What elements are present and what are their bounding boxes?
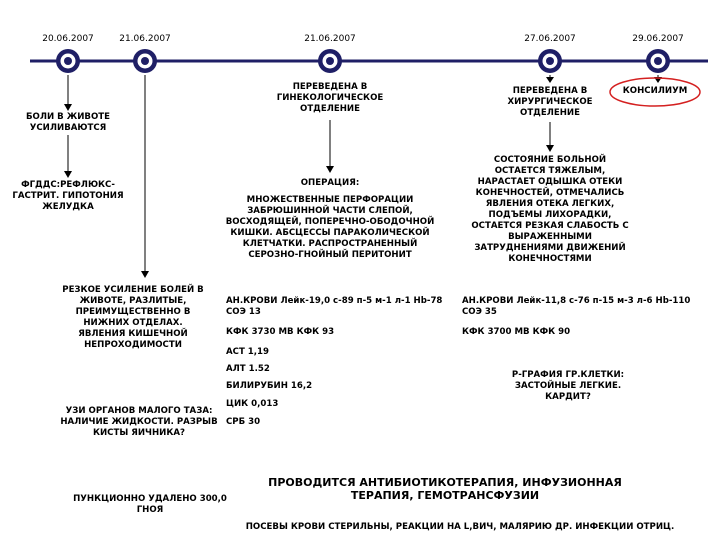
date-label-2: 21.06.2007 — [119, 34, 171, 44]
date-label-4: 27.06.2007 — [524, 34, 576, 44]
labs1-alt: АЛТ 1.52 — [226, 364, 270, 374]
operation-title: ОПЕРАЦИЯ: — [300, 178, 360, 188]
timeline-node-3 — [318, 49, 342, 73]
timeline-node-5 — [646, 49, 670, 73]
labs1-cik: ЦИК 0,013 — [226, 399, 279, 409]
footer-note: ПОСЕВЫ КРОВИ СТЕРИЛЬНЫ, РЕАКЦИИ НА L,ВИЧ, МАЛЯРИЮ ДР. ИНФЕКЦИИ ОТРИЦ. — [245, 522, 675, 532]
date-label-1: 20.06.2007 — [42, 34, 94, 44]
event-xray: Р-ГРАФИЯ ГР.КЛЕТКИ: ЗАСТОЙНЫЕ ЛЕГКИЕ. КАРДИТ? — [511, 370, 625, 402]
event-transfer-surg: ПЕРЕВЕДЕНА В ХИРУРГИЧЕСКОЕ ОТДЕЛЕНИЕ — [507, 86, 593, 118]
labs1-crb: СРБ 30 — [226, 417, 261, 427]
labs1-bilirubin: БИЛИРУБИН 16,2 — [226, 381, 313, 391]
labs2-blood: АН.КРОВИ Лейк-11,8 с-76 п-15 м-3 л-6 Hb-110 СОЭ 35 — [462, 296, 691, 317]
arrowhead-2 — [141, 271, 149, 278]
arrowhead-4b — [546, 145, 554, 152]
arrowhead-1b — [64, 171, 72, 178]
arrowhead-4a — [546, 77, 554, 83]
event-consilium: КОНСИЛИУМ — [622, 86, 688, 96]
labs2-kfk: КФК 3700 МВ КФК 90 — [462, 327, 571, 337]
labs1-blood: АН.КРОВИ Лейк-19,0 с-89 п-5 м-1 л-1 Hb-78 СОЭ 13 — [226, 296, 443, 317]
operation-description: МНОЖЕСТВЕННЫЕ ПЕРФОРАЦИИ ЗАБРЮШИННОЙ ЧАСТИ СЛЕПОЙ, ВОСХОДЯЩЕЙ, ПОПЕРЕЧНО-ОБОДОЧНОЙ КИШКИ. АБСЦЕССЫ ПАРАКОЛИЧЕСКОЙ КЛЕТЧАТКИ. РАСПРОСТРАНЕННЫЙ СЕРОЗНО-ГНОЙНЫЙ ПЕРИТОНИТ — [225, 195, 435, 260]
timeline-node-1 — [56, 49, 80, 73]
therapy-note: ПРОВОДИТСЯ АНТИБИОТИКОТЕРАПИЯ, ИНФУЗИОННАЯ ТЕРАПИЯ, ГЕМОТРАНСФУЗИИ — [268, 476, 622, 502]
event-pain-abdomen: БОЛИ В ЖИВОТЕ УСИЛИВАЮТСЯ — [25, 112, 111, 133]
timeline-node-2 — [133, 49, 157, 73]
event-condition: СОСТОЯНИЕ БОЛЬНОЙ ОСТАЕТСЯ ТЯЖЕЛЫМ, НАРАСТАЕТ ОДЫШКА ОТЕКИ КОНЕЧНОСТЕЙ, ОТМЕЧАЛИСЬ ЯВЛЕНИЯ ОТЕКА ЛЕГКИХ, ПОДЪЕМЫ ЛИХОРАДКИ, ОСТАЕТСЯ РЕЗКАЯ СЛАБОСТЬ С ВЫРАЖЕННЫМИ ЗАТРУДНЕНИЯМИ ДВИЖЕНИЙ КОНЕЧНОСТЯМИ — [471, 155, 629, 264]
labs1-kfk: КФК 3730 МВ КФК 93 — [226, 327, 335, 337]
event-fgds: ФГДДС:РЕФЛЮКС-ГАСТРИТ. ГИПОТОНИЯ ЖЕЛУДКА — [12, 180, 124, 212]
event-puncture: ПУНКЦИОННО УДАЛЕНО 300,0 ГНОЯ — [73, 494, 227, 515]
timeline-node-4 — [538, 49, 562, 73]
event-pain-increase: РЕЗКОЕ УСИЛЕНИЕ БОЛЕЙ В ЖИВОТЕ, РАЗЛИТЫЕ, ПРЕИМУЩЕСТВЕННО В НИЖНИХ ОТДЕЛАХ. ЯВЛЕНИЯ КИШЕЧНОЙ НЕПРОХОДИМОСТИ — [62, 285, 204, 350]
date-label-5: 29.06.2007 — [632, 34, 684, 44]
event-transfer-gyn: ПЕРЕВЕДЕНА В ГИНЕКОЛОГИЧЕСКОЕ ОТДЕЛЕНИЕ — [276, 82, 384, 114]
event-uzi: УЗИ ОРГАНОВ МАЛОГО ТАЗА: НАЛИЧИЕ ЖИДКОСТИ. РАЗРЫВ КИСТЫ ЯИЧНИКА? — [60, 406, 218, 438]
arrowhead-3 — [326, 166, 334, 173]
date-label-3: 21.06.2007 — [304, 34, 356, 44]
labs1-ast: АСТ 1,19 — [226, 347, 270, 357]
arrowhead-1a — [64, 104, 72, 111]
